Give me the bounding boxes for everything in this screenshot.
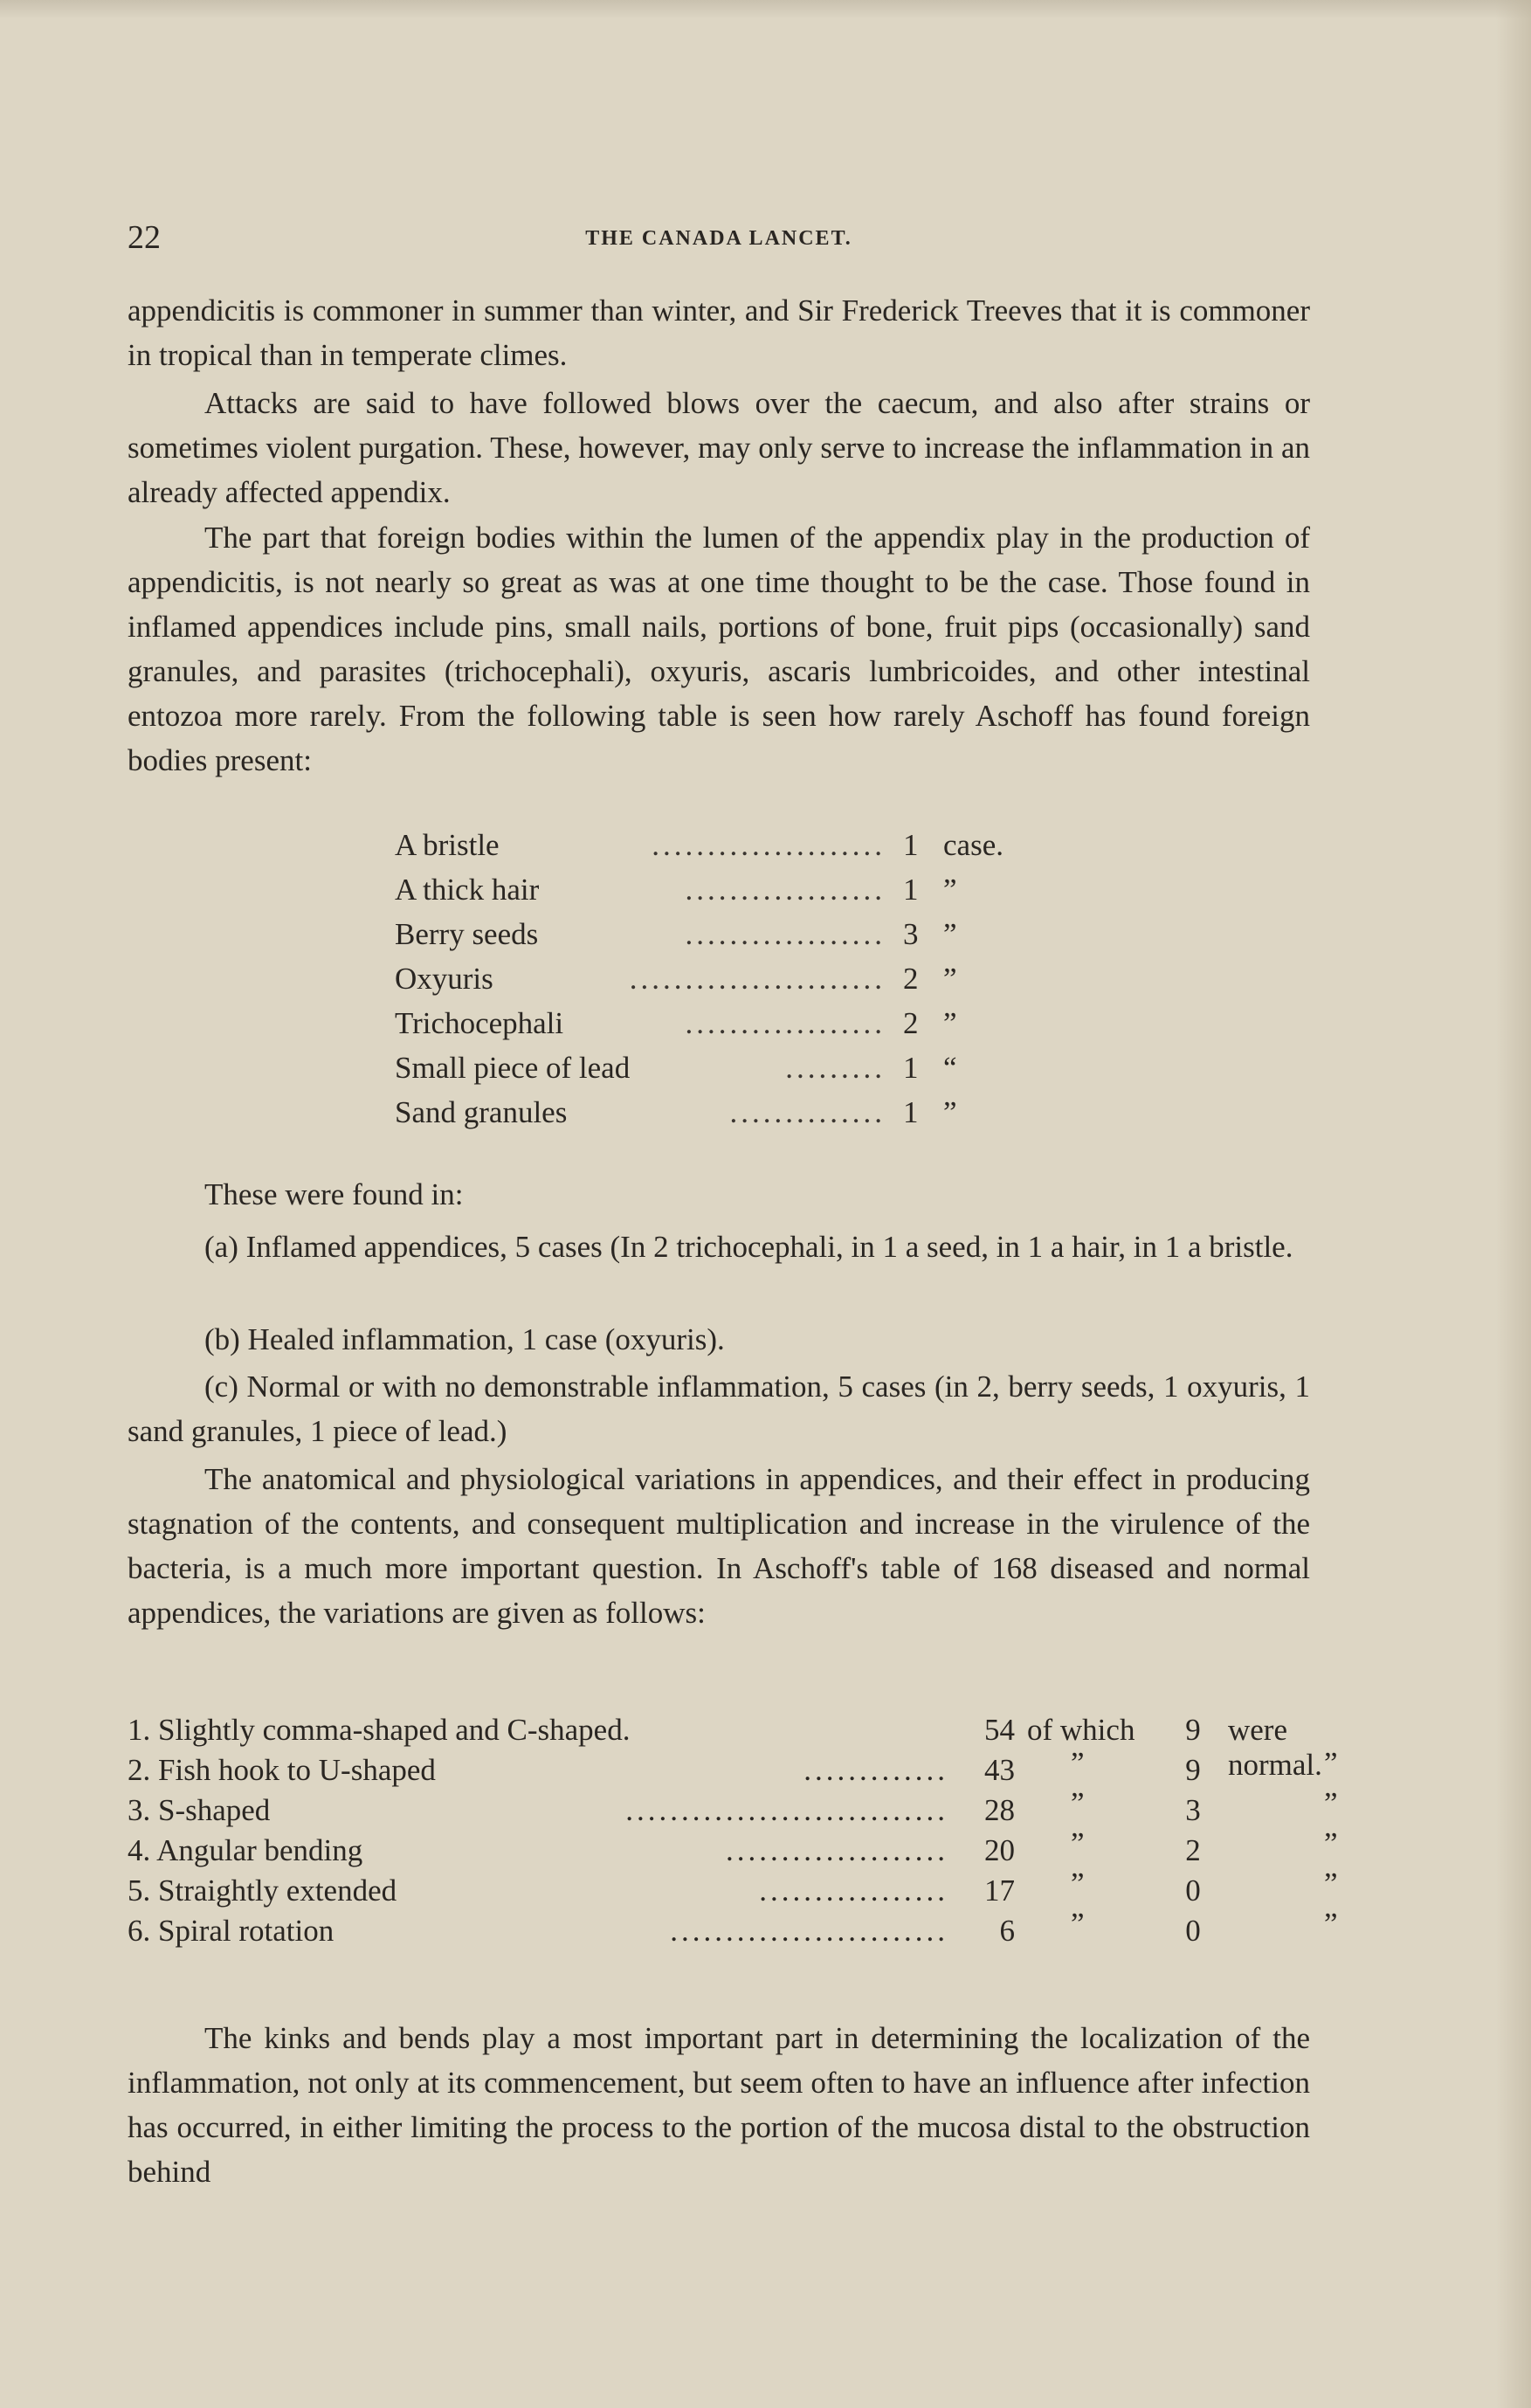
leader-dots: ............................. bbox=[625, 1793, 948, 1827]
row-count: 2 bbox=[903, 962, 919, 996]
table-row bbox=[128, 1826, 1338, 1873]
row-of-which: ” bbox=[1071, 1866, 1085, 1901]
row-normal: 0 bbox=[1185, 1914, 1201, 1948]
leader-dots: ......... bbox=[785, 1051, 886, 1085]
leader-dots: .................. bbox=[685, 873, 886, 907]
row-count: 2 bbox=[903, 1006, 919, 1040]
row-count: 1 bbox=[903, 873, 919, 907]
paragraph-4: These were found in: bbox=[204, 1177, 464, 1211]
paragraph-5: (a) Inflamed appendices, 5 cases (In 2 trichocephali, in 1 a seed, in 1 a hair, in 1 a bristle. bbox=[204, 1230, 1293, 1264]
table-row bbox=[395, 873, 1076, 917]
row-label: A thick hair bbox=[395, 873, 540, 907]
page-binding-shadow bbox=[1496, 0, 1531, 2408]
page-number: 22 bbox=[128, 219, 161, 256]
paragraph-1: appendicitis is commoner in summer than winter, and Sir Frederick Treeves that it is commoner in tropical than in temperate climes. bbox=[128, 293, 1310, 372]
row-label: 2. Fish hook to U-shaped bbox=[128, 1753, 436, 1787]
row-unit: case. bbox=[943, 828, 1003, 862]
leader-dots: ......................... bbox=[670, 1914, 948, 1948]
table-row bbox=[395, 962, 1076, 1006]
variations-table bbox=[128, 1713, 1338, 1954]
paragraph-2: Attacks are said to have followed blows over the caecum, and also after strains or sometimes violent purgation. These, however, may only serve to increase the inflammation in an already affected appendix. bbox=[128, 386, 1310, 509]
leader-dots: .................... bbox=[726, 1833, 948, 1867]
row-label: Trichocephali bbox=[395, 1006, 564, 1040]
leader-dots: .............. bbox=[729, 1095, 886, 1129]
table-row bbox=[128, 1786, 1338, 1833]
row-count: 20 bbox=[984, 1833, 1015, 1867]
row-label: Oxyuris bbox=[395, 962, 493, 996]
table-row bbox=[395, 917, 1076, 962]
row-count: 28 bbox=[984, 1793, 1015, 1827]
row-label: 3. S-shaped bbox=[128, 1793, 271, 1827]
row-unit: ” bbox=[943, 917, 957, 951]
row-of-which: ” bbox=[1071, 1907, 1085, 1941]
paragraph-7: (c) Normal or with no demonstrable inflammation, 5 cases (in 2, berry seeds, 1 oxyuris, 1 sand granules, 1 piece of lead.) bbox=[128, 1370, 1310, 1448]
table-row bbox=[395, 828, 1076, 873]
leader-dots: .................. bbox=[685, 917, 886, 951]
row-unit: ” bbox=[943, 1006, 957, 1040]
row-tail: ” bbox=[1324, 1746, 1338, 1780]
paragraph-8: The anatomical and physiological variations in appendices, and their effect in producing stagnation of the contents, and consequent multiplication and increase in the virulence of the bacteria, is a much more important question. In Aschoff's table of 168 diseased and normal appendices, the variations are given as follows: bbox=[128, 1462, 1310, 1630]
row-tail: were normal. bbox=[1228, 1713, 1322, 1782]
paragraph-9: The kinks and bends play a most important part in determining the localization of the inflammation, not only at its commencement, but seem often to have an influence after infection has occurred, in either limiting the process to the portion of the mucosa distal to the obstruction behind bbox=[128, 2021, 1310, 2189]
row-normal: 9 bbox=[1185, 1753, 1201, 1787]
row-label: Small piece of lead bbox=[395, 1051, 631, 1085]
paragraph-3: The part that foreign bodies within the lumen of the appendix play in the production of appendicitis, is not nearly so great as was at one time thought to be the case. Those found in inflamed appendices include pins, small nails, portions of bone, fruit pips (occasionally) sand granules, and parasites (trichocephali), oxyuris, ascaris lumbricoides, and other intestinal entozoa more rarely. From the following table is seen how rarely Aschoff has found foreign bodies present: bbox=[128, 521, 1310, 777]
table-row bbox=[128, 1866, 1338, 1914]
leader-dots: ................. bbox=[759, 1873, 948, 1908]
row-normal: 0 bbox=[1185, 1873, 1201, 1908]
paragraph-6: (b) Healed inflammation, 1 case (oxyuris). bbox=[204, 1322, 725, 1356]
row-normal: 9 bbox=[1185, 1713, 1201, 1747]
row-of-which: of which bbox=[1027, 1713, 1135, 1747]
row-count: 43 bbox=[984, 1753, 1015, 1787]
row-tail: ” bbox=[1324, 1786, 1338, 1820]
foreign-bodies-table bbox=[395, 828, 1076, 1140]
leader-dots: ............. bbox=[803, 1753, 948, 1787]
row-of-which: ” bbox=[1071, 1786, 1085, 1820]
page-header bbox=[128, 218, 1310, 262]
row-label: 1. Slightly comma-shaped and C-shaped. bbox=[128, 1713, 631, 1747]
row-label: 6. Spiral rotation bbox=[128, 1914, 334, 1948]
row-of-which: ” bbox=[1071, 1826, 1085, 1860]
running-head: THE CANADA LANCET. bbox=[585, 227, 852, 250]
row-unit: ” bbox=[943, 962, 957, 996]
row-label: Sand granules bbox=[395, 1095, 568, 1129]
row-of-which: ” bbox=[1071, 1746, 1085, 1780]
table-row bbox=[128, 1907, 1338, 1954]
row-count: 1 bbox=[903, 1095, 919, 1129]
row-tail: ” bbox=[1324, 1866, 1338, 1901]
page-top-edge bbox=[0, 0, 1531, 19]
row-unit: ” bbox=[943, 1095, 957, 1129]
row-count: 3 bbox=[903, 917, 919, 951]
row-label: 4. Angular bending bbox=[128, 1833, 363, 1867]
leader-dots: ....................... bbox=[629, 962, 886, 996]
row-normal: 2 bbox=[1185, 1833, 1201, 1867]
table-row bbox=[395, 1051, 1076, 1095]
row-label: Berry seeds bbox=[395, 917, 539, 951]
row-label: A bristle bbox=[395, 828, 500, 862]
row-count: 1 bbox=[903, 1051, 919, 1085]
row-unit: “ bbox=[943, 1051, 957, 1085]
row-normal: 3 bbox=[1185, 1793, 1201, 1827]
row-tail: ” bbox=[1324, 1826, 1338, 1860]
row-label: 5. Straightly extended bbox=[128, 1873, 397, 1908]
row-unit: ” bbox=[943, 873, 957, 907]
leader-dots: .................. bbox=[685, 1006, 886, 1040]
table-row bbox=[395, 1006, 1076, 1051]
table-row bbox=[395, 1095, 1076, 1140]
row-count: 1 bbox=[903, 828, 919, 862]
row-count: 6 bbox=[999, 1914, 1015, 1948]
row-count: 54 bbox=[984, 1713, 1015, 1747]
row-count: 17 bbox=[984, 1873, 1015, 1908]
row-tail: ” bbox=[1324, 1907, 1338, 1941]
leader-dots: ..................... bbox=[652, 828, 886, 862]
